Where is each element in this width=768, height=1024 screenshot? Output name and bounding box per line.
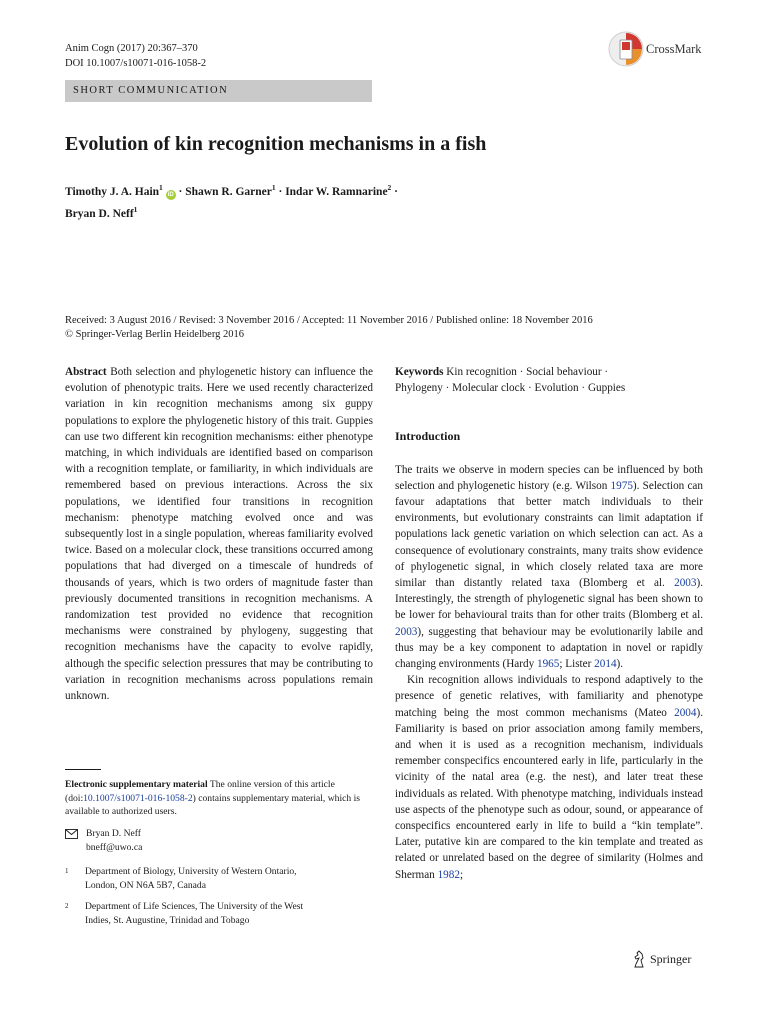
author-name[interactable]: Timothy J. A. Hain <box>65 185 160 198</box>
author-separator: · <box>175 185 186 198</box>
keywords-line-1: Kin recognition · Social behaviour · <box>446 366 609 378</box>
affiliation-line: Indies, St. Augustine, Trinidad and Tobago <box>85 914 250 926</box>
esm-title: Electronic supplementary material <box>65 779 208 790</box>
affiliation-line: Department of Biology, University of Western Ontario, <box>85 866 297 877</box>
esm-text-start: The online version of this article (doi: <box>65 779 335 804</box>
crossmark-icon <box>608 31 644 67</box>
affiliation-number: 2 <box>65 902 69 910</box>
journal-citation: Anim Cogn (2017) 20:367–370 <box>65 43 198 54</box>
section-heading-introduction: Introduction <box>395 429 461 444</box>
envelope-icon <box>65 829 78 839</box>
abstract <box>65 364 373 704</box>
contact-name: Bryan D. Neff <box>86 828 141 839</box>
orcid-icon[interactable]: iD <box>167 191 174 198</box>
intro-paragraph-1 <box>395 462 703 673</box>
paragraph-text: ; <box>459 868 464 881</box>
paragraph-text: Kin recognition allows individuals to respond adaptively to the presence of genetic relatives, with familiarity and phenotype matching being the most common mechanisms (Mateo <box>395 674 703 719</box>
citation-link[interactable]: 1965 <box>536 658 560 671</box>
contact-email[interactable]: bneff@uwo.ca <box>86 841 143 853</box>
crossmark-label: CrossMark <box>646 41 702 56</box>
esm-text-end: ) contains supplementary material, which is available to authorized users. <box>65 792 360 817</box>
keywords <box>395 364 703 380</box>
article-title: Evolution of kin recognition mechanisms in a fish <box>65 133 487 155</box>
publisher-name: Springer <box>650 951 692 966</box>
citation-link[interactable]: 1975 <box>610 479 633 492</box>
citation-link[interactable]: 2004 <box>674 706 697 719</box>
section-label: SHORT COMMUNICATION <box>65 80 372 102</box>
affiliation-line: London, ON N6A 5B7, Canada <box>85 879 206 891</box>
citation-link[interactable]: 2003 <box>395 625 418 638</box>
footnote-divider <box>65 769 101 770</box>
author-affil-number: 1 <box>271 183 276 192</box>
keywords-label: Keywords <box>395 366 444 378</box>
intro-paragraph-2 <box>395 672 703 883</box>
publication-dates <box>65 314 705 341</box>
paragraph-text: ). <box>616 658 624 671</box>
author-list <box>65 179 485 223</box>
citation-link[interactable]: 2003 <box>674 577 697 590</box>
publisher-logo <box>632 950 691 968</box>
author-name[interactable]: Indar W. Ramnarine <box>285 185 388 198</box>
citation-link[interactable]: 2014 <box>594 658 617 671</box>
right-column <box>395 364 703 883</box>
doi-line: DOI 10.1007/s10071-016-1058-2 <box>65 57 207 69</box>
citation-link[interactable]: 1982 <box>437 868 460 881</box>
abstract-text: Both selection and phylogenetic history can influence the evolution of phenotypic traits. Here we used recently characterized variation in kin recognition mechanisms among six guppy populations to explore the phylogenetic history of this trait. Guppies can use two different kin recognition mechanisms: either phenotype matching, in which individuals are identified based on comparison with a recognition template, or familiarity, in which individuals are remembered based on previous interactions. Across the six populations, we identified four transitions in recognition mechanism: phenotype matching evolved once and was subsequently lost in a single population, whereas familiarity evolved twice. Based on a molecular clock, these transitions occurred among populations that had diverged on a timescale of hundreds of thousands of years, which is two orders of magnitude faster than previously documented transitions in recognition mechanisms. A randomization test provided no evidence that recognition mechanisms were constrained by phylogeny, suggesting that recognition mechanisms have the capacity to evolve rapidly, although the specific selection pressures that may be contributing to variation in recognition mechanisms across populations remain unknown. <box>65 366 373 703</box>
affiliation-number: 1 <box>65 867 69 875</box>
paragraph-text: The traits we observe in modern species can be influenced by both selection and phylogenetic history (e.g. Wilson <box>395 463 703 492</box>
springer-knight-icon <box>632 950 646 968</box>
author-affil-number: 1 <box>159 183 163 192</box>
keywords-line-2: Phylogeny · Molecular clock · Evolution · Guppies <box>395 382 626 395</box>
abstract-label: Abstract <box>65 366 107 378</box>
copyright-line: © Springer-Verlag Berlin Heidelberg 2016 <box>65 328 245 340</box>
paragraph-text: ). Interestingly, the strength of phylogenetic signal has been shown to be lower for behavioural traits than for other traits (Blomberg et al. <box>395 577 703 622</box>
paragraph-text: ). Familiarity is based on prior association among family members, and when it is used as a recognition mechanism, individuals remember conspecifics encountered early in life, particularly in the vicinity of the natal area (e.g. the nest), and later treat these individuals as related. With phenotype matching, individuals instead use aspects of the phenotype such as odour, sound, or appearance of conspecifics encountered early in life to build a “kin template”. Later, putative kin are compared to the kin template and treated as related or unrelated based on the degree of similarity (Holmes and Sherman <box>395 706 703 881</box>
supplementary-note <box>65 778 373 819</box>
paragraph-text: ). Selection can favour adaptations that better match individuals to their environments, but evolutionary constraints can limit adaptation if populations lack genetic variation on which selection can act. As a consequence of evolutionary constraints, many traits show evidence of phylogenetic signal, in which closely related taxa are more similar than distantly related taxa (Blomberg et al. <box>395 479 703 590</box>
affiliation-1 <box>65 865 373 892</box>
author-name[interactable]: Shawn R. Garner <box>185 185 272 198</box>
affiliation-line: Department of Life Sciences, The University of the West <box>85 901 304 912</box>
affiliation-2 <box>65 900 373 927</box>
paragraph-text: ; Lister <box>559 658 595 671</box>
journal-meta <box>65 42 206 71</box>
author-affil-number: 1 <box>133 204 138 214</box>
author-separator: · <box>391 185 399 198</box>
esm-doi-link[interactable]: 10.1007/s10071-016-1058-2 <box>83 792 193 804</box>
author-name[interactable]: Bryan D. Neff <box>65 207 134 220</box>
author-affil-number: 2 <box>387 183 392 192</box>
author-separator: · <box>275 185 286 198</box>
abstract-column <box>65 364 373 704</box>
history-dates: Received: 3 August 2016 / Revised: 3 November 2016 / Accepted: 11 November 2016 / Published online: 18 November 2016 <box>65 315 593 326</box>
corresponding-author <box>65 827 142 854</box>
paragraph-text: ), suggesting that behaviour may be evolutionarily labile and thus may be a key component to adaptation in novel or rapidly changing environments (Hardy <box>395 625 703 671</box>
crossmark-badge[interactable] <box>608 31 702 67</box>
